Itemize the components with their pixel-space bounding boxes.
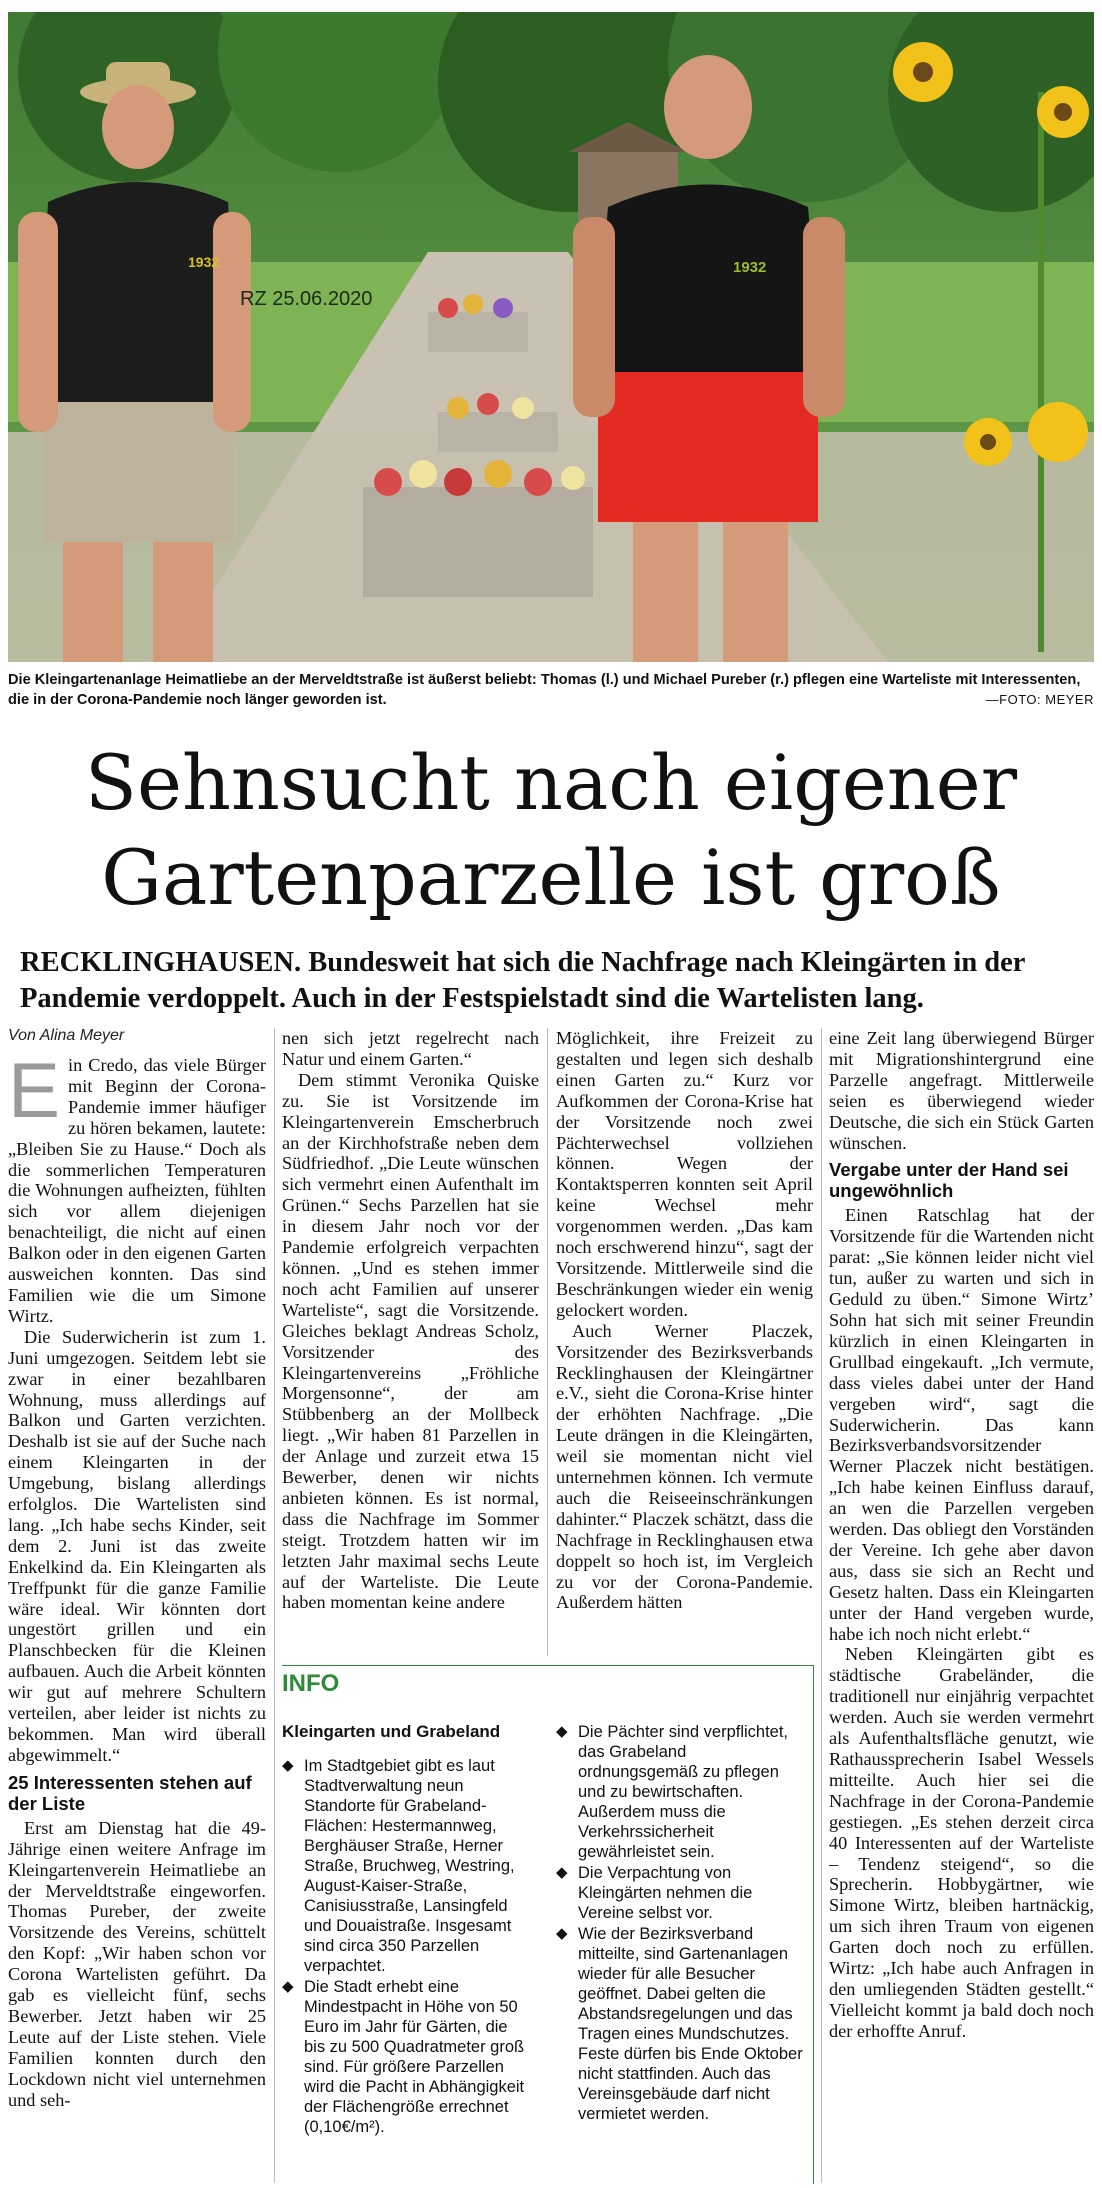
paragraph: Dem stimmt Veronika Quiske zu. Sie ist Vorsitzende im Kleingartenverein Emscherbruch an der Kirchhofstraße neben dem Südfriedhof. „Die Leute wünschen sich vermehrt einen Aufenthalt im Grünen.“ Sechs Parzellen hat sie in diesem Jahr noch vor der Pandemie erfolgreich verpachten können. „Und es stehen immer noch acht Familien auf unserer Warteliste“, sagt die Vorsitzende. Gleiches beklagt Andreas Scholz, Vorsitzender des Kleingartenvereins „Fröhliche Morgensonne“, der am Stübbenberg an der Mollbeck liegt. „Wir haben 81 Parzellen in der Anlage und zurzeit etwa 15 Bewerber, denen wir nichts anbieten können. Es ist normal, dass die Nachfrage im Sommer steigt. Trotzdem hatten wir im letzten Jahr maximal sechs Leute auf der Warteliste. Die Leute haben momentan keine andere xyxy=(282,1069,539,1613)
paragraph: Auch Werner Placzek, Vorsitzender des Bezirksverbands Recklinghausen der Kleingärtner e.V., sieht die Corona-Krise hinter der erhöhten Nachfrage. „Die Leute drängen in die Kleingärten, weil sie momentan nicht viel unternehmen können. Ich vermute auch die Reiseeinschränkungen dahinter.“ Placzek schätzt, dass die Nachfrage in Recklinghausen etwa doppelt so hoch ist, im Vergleich zu vor der Corona-Pandemie. Außerdem hätten xyxy=(556,1320,813,1613)
diamond-bullet-icon: ◆ xyxy=(556,1864,568,1881)
subheading: 25 Interessenten stehen auf der Liste xyxy=(8,1771,252,1814)
column-divider xyxy=(821,1028,822,2183)
paragraph: in Credo, das viele Bürger mit Beginn der Corona-Pandemie immer häufiger zu hören bekamen, lautete: „Bleiben Sie zu Hause.“ Doch als die sommerlichen Temperaturen die Wohnungen aufheizten, fühlten sich vor allem diejenigen benachteiligt, die nicht auf einen Balkon oder in den eigenen Garten ausweichen konnten. Das sind Familien wie die um Simone Wirtz. xyxy=(8,1055,266,1326)
info-bullet xyxy=(556,1924,806,2124)
paragraph: Einen Ratschlag hat der Vorsitzende für die Wartenden nicht parat: „Sie können leider nicht viel tun, außer zu warten und sich in Geduld zu üben.“ Simone Wirtz’ Sohn hat sich mit seiner Freundin kürzlich in einen Kleingarten in Grullbad eingekauft. „Ich vermute, dass vieles dabei unter der Hand vergeben wird“, sagt die Suderwicherin. Das kann Bezirksverbandsvorsitzender Werner Placzek nicht bestätigen. „Ich habe keinen Einfluss darauf, an wen die Parzellen vergeben werden. Das obliegt den Vorständen der Vereine. Ich gehe aber davon aus, dass sie sich an Recht und Gesetz halten. Dass ein Kleingarten unter der Hand vergeben wurde, habe ich noch nicht erlebt.“ xyxy=(829,1205,1094,1644)
info-bullet-text: Die Pächter sind verpflichtet, das Grabeland ordnungsgemäß zu pflegen und zu bewirtschaften. Außerdem muss die Verkehrssicherheit gewährleistet sein. xyxy=(578,1723,789,1861)
article-photo xyxy=(8,12,1094,662)
article-column-2 xyxy=(282,1028,539,1656)
photo-caption xyxy=(8,670,1094,710)
headline xyxy=(0,735,1102,925)
left-shirt-print: 1932 xyxy=(188,254,220,270)
info-heading: Kleingarten und Grabeland xyxy=(282,1722,501,1741)
right-shirt-print: 1932 xyxy=(733,259,767,276)
caption-text: Die Kleingartenanlage Heimatliebe an der Merveldtstraße ist äußerst beliebt: Thomas (l.) und Michael Pureber (r.) pflegen eine Warteliste mit Interessenten, die in der Corona-Pandemie noch länger geworden ist. xyxy=(8,672,1081,708)
column-divider xyxy=(547,1028,548,1656)
info-bullet-text: Die Verpachtung von Kleingärten nehmen die Vereine selbst vor. xyxy=(578,1864,753,1922)
paragraph: eine Zeit lang überwiegend Bürger mit Migrationshintergrund eine Parzelle angefragt. Mittlerweile seien es überwiegend wieder Deutsche, die sich ein Stück Garten wünschen. xyxy=(829,1028,1094,1153)
dropcap: E xyxy=(8,1055,61,1134)
diamond-bullet-icon: ◆ xyxy=(556,1723,568,1740)
info-bullet xyxy=(282,1756,532,1976)
info-bullet-text: Wie der Bezirksverband mitteilte, sind Gartenanlagen wieder für alle Besucher geöffnet. Dabei gelten die Abstandsregelungen und das Tragen eines Mundschutzes. Feste dürfen bis Ende Oktober nicht stattfinden. Auch das Vereinsgebäude darf nicht vermietet werden. xyxy=(578,1925,803,2123)
paragraph: nen sich jetzt regelrecht nach Natur und einem Garten.“ xyxy=(282,1028,539,1069)
paragraph: Möglichkeit, ihre Freizeit zu gestalten und legen sich deshalb einen Garten zu.“ Kurz vor Aufkommen der Corona-Krise hat der Vorsitzende noch zwei Pächterwechsel vollziehen können. Wegen der Kontaktsperren konnten seit April keine Wechsel mehr vorgenommen werden. „Das kam noch erschwerend hinzu“, sagt der Vorsitzende. Mittlerweile sind die Beschränkungen wieder ein wenig gelockert worden. xyxy=(556,1028,813,1320)
diamond-bullet-icon: ◆ xyxy=(282,1978,294,1995)
paragraph: Die Suderwicherin ist zum 1. Juni umgezogen. Seitdem lebt sie zwar in einer bezahlbaren Wohnung, muss allerdings auf Balkon und Garten verzichten. Deshalb ist sie auf der Suche nach einem Kleingarten in der Umgebung, bislang allerdings erfolglos. Die Wartelisten sind lang. „Ich habe sechs Kinder, seit dem 2. Juni ist das zweite Enkelkind da. Ein Kleingarten als Treffpunkt für die ganze Familie wäre ideal. Wir könnten dort ungestört grillen und ein Planschbecken für die Kleinen aufbauen. Auch die Arbeit könnten wir gut auf mehrere Schultern verteilen, aber leider ist nichts zu bekommen. Man wird überall abgewimmelt.“ xyxy=(8,1326,266,1765)
article-column-3 xyxy=(556,1028,813,1656)
lead-paragraph: RECKLINGHAUSEN. Bundesweit hat sich die Nachfrage nach Kleingärten in der Pandemie verdoppelt. Auch in der Festspielstadt sind die Wartelisten lang. xyxy=(20,947,1025,1014)
headline-line-2: Gartenparzelle ist groß xyxy=(101,833,1001,922)
info-bullet-text: Die Stadt erhebt eine Mindestpacht in Höhe von 50 Euro im Jahr für Gärten, die bis zu 500 Quadratmeter groß sind. Für größere Parzellen wird die Pacht in Abhängigkeit der Flächengröße errechnet (0,10€/m²). xyxy=(304,1978,525,2136)
info-bullet xyxy=(282,1977,532,2137)
photo-credit: —FOTO: MEYER xyxy=(985,692,1094,707)
info-title: INFO xyxy=(282,1670,340,1697)
info-bullet-text: Im Stadtgebiet gibt es laut Stadtverwaltung neun Standorte für Grabeland-Flächen: Hestermannweg, Berghäuser Straße, Herner Straße, Bruchweg, Westring, August-Kaiser-Straße, Canisiusstraße, Lansingfeld und Douaistraße. Insgesamt sind circa 350 Parzellen verpachtet. xyxy=(304,1757,515,1975)
column-divider xyxy=(274,1028,275,2183)
info-bullet xyxy=(556,1863,806,1923)
headline-line-1: Sehnsucht nach eigener xyxy=(84,738,1018,827)
diamond-bullet-icon: ◆ xyxy=(556,1925,568,1942)
article-column-4 xyxy=(829,1028,1094,2183)
article-column-1 xyxy=(8,1055,266,2183)
byline: Von Alina Meyer xyxy=(8,1027,125,1044)
info-column-right xyxy=(556,1722,806,2182)
paragraph: Neben Kleingärten gibt es städtische Grabeländer, die traditionell nur einjährig verpachtet werden. Auch sie werden vermehrt als Aufenthaltsfläche genutzt, wie Rathaussprecherin Isabel Wessels mitteilte. Auch hier sei die Nachfrage in der Corona-Pandemie gestiegen. „Es stehen derzeit circa 40 Interessenten auf der Warteliste – Tendenz steigend“, so die Sprecherin. Hobbygärtner, wie Simone Wirtz, bleiben hartnäckig, um sich ihren Traum von eigenen Garten doch noch zu erfüllen. Wirtz: „Ich habe auch Anfragen in den umliegenden Städten gestellt.“ Vielleicht kommt ja bald doch noch der erhoffte Anruf. xyxy=(829,1644,1094,2041)
diamond-bullet-icon: ◆ xyxy=(282,1757,294,1774)
paragraph: Erst am Dienstag hat die 49-Jährige einen weitere Anfrage im Kleingartenverein Heimatliebe an der Merveldtstraße eingeworfen. Thomas Pureber, der zweite Vorsitzende des Vereins, schüttelt den Kopf: „Wir haben schon vor Corona Wartelisten geführt. Da gab es vielleicht fünf, sechs Bewerber. Jetzt haben wir 25 Leute auf der Liste stehen. Viele Familien konnten durch den Lockdown nicht viel unternehmen und seh- xyxy=(8,1817,266,2110)
garden-photo-illustration xyxy=(8,12,1094,662)
subheading: Vergabe unter der Hand sei ungewöhnlich xyxy=(829,1159,1069,1202)
date-stamp: RZ 25.06.2020 xyxy=(240,288,373,310)
info-bullet xyxy=(556,1722,806,1862)
info-column-left xyxy=(282,1722,532,2182)
